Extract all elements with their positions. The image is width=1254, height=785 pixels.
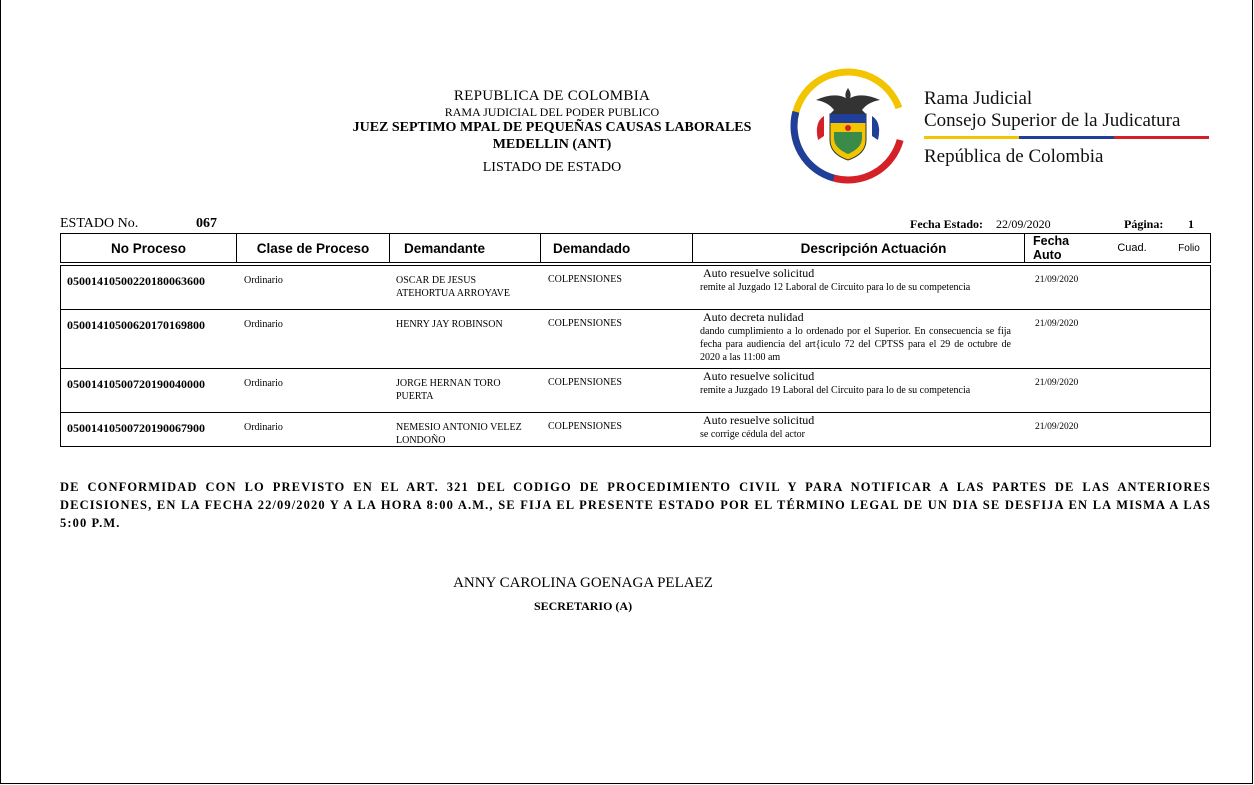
col-fecha-auto [1025, 234, 1085, 262]
row-demandante [396, 274, 510, 300]
fecha-estado-label: Fecha Estado: [910, 217, 983, 231]
table-row [60, 368, 1211, 413]
row-demandante-line2: PUERTA [396, 391, 434, 402]
col-folio: Folio [1178, 242, 1200, 254]
row-clase: Ordinario [244, 275, 283, 286]
row-clase: Ordinario [244, 422, 283, 433]
row-clase: Ordinario [244, 378, 283, 389]
row-demandante-line1: NEMESIO ANTONIO VELEZ [396, 422, 522, 433]
estado-number: 067 [196, 216, 217, 231]
row-demandante [396, 421, 522, 447]
table-row [60, 412, 1211, 447]
col-demandante: Demandante [390, 234, 541, 262]
row-demandante [396, 318, 503, 331]
col-cuad: Cuad. [1117, 242, 1147, 254]
col-fecha-auto-line2: Auto [1033, 248, 1062, 262]
header-doc-title: LISTADO DE ESTADO [482, 160, 622, 175]
row-desc-title: Auto resuelve solicitud [703, 413, 815, 427]
brand-rama-judicial: Rama Judicial [924, 88, 1033, 109]
row-desc-body: dando cumplimiento a lo ordenado por el Superior. En consecuencia se fija fecha para audiencia del art{iculo 72 del CPTSS para el 29 de octubre de 2020 a las 11:00 am [700, 326, 1011, 363]
row-descripcion [700, 310, 1011, 364]
row-desc-title: Auto decreta nulidad [703, 310, 804, 324]
col-descripcion: Descripción Actuación [693, 234, 1025, 262]
row-desc-title: Auto resuelve solicitud [703, 266, 815, 280]
signature-title: SECRETARIO (A) [533, 599, 633, 613]
coat-of-arms-icon [788, 66, 908, 186]
col-clase: Clase de Proceso [237, 234, 390, 262]
estado-label: ESTADO No. [60, 216, 139, 231]
row-demandado: COLPENSIONES [548, 274, 622, 285]
row-demandante-line2: LONDOÑO [396, 435, 446, 446]
row-desc-body: remite al Juzgado 12 Laboral de Circuito para lo de su competencia [700, 282, 971, 293]
row-descripcion [700, 266, 1011, 294]
row-demandante-line1: OSCAR DE JESUS [396, 275, 477, 286]
legal-notice: DE CONFORMIDAD CON LO PREVISTO EN EL ART. 321 DEL CODIGO DE PROCEDIMIENTO CIVIL Y PARA NOTIFICAR A LAS PARTES DE LAS ANTERIORES DECISIONES, EN LA FECHA 22/09/2020 Y A LA HORA 8:00 A.M., SE FIJA EL PRESENTE ESTADO POR EL TÉRMINO LEGAL DE UN DIA SE DESFIJA EN LA MISMA A LAS 5:00 P.M. [60, 480, 1211, 530]
row-desc-title: Auto resuelve solicitud [703, 369, 815, 383]
fecha-estado-value: 22/09/2020 [996, 217, 1051, 231]
row-demandado: COLPENSIONES [548, 421, 622, 432]
col-demandado: Demandado [541, 234, 693, 262]
row-descripcion [700, 413, 1011, 441]
row-demandado: COLPENSIONES [548, 318, 622, 329]
row-demandado: COLPENSIONES [548, 377, 622, 388]
brand-republica: República de Colombia [924, 146, 1104, 167]
header-court: JUEZ SEPTIMO MPAL DE PEQUEÑAS CAUSAS LABORALES [352, 120, 752, 135]
row-proceso: 05001410500620170169800 [67, 318, 205, 332]
brand-consejo: Consejo Superior de la Judicatura [924, 110, 1181, 131]
row-demandante-line2: ATEHORTUA ARROYAVE [396, 288, 510, 299]
row-fecha: 21/09/2020 [1035, 422, 1079, 432]
table-row [60, 265, 1211, 310]
table-header [60, 233, 1211, 263]
row-fecha: 21/09/2020 [1035, 275, 1079, 285]
row-descripcion [700, 369, 1011, 397]
row-fecha: 21/09/2020 [1035, 378, 1079, 388]
row-demandante-line1: HENRY JAY ROBINSON [396, 319, 503, 330]
signature-name: ANNY CAROLINA GOENAGA PELAEZ [453, 575, 713, 591]
brand-tricolor-line [924, 136, 1209, 139]
col-fecha-auto-line1: Fecha [1033, 234, 1070, 248]
col-proceso: No Proceso [61, 234, 237, 262]
row-demandante-line1: JORGE HERNAN TORO [396, 378, 501, 389]
row-desc-body: se corrige cédula del actor [700, 429, 805, 440]
table-row [60, 309, 1211, 369]
pagina-value: 1 [1188, 217, 1194, 231]
row-proceso: 05001410500720190040000 [67, 377, 205, 391]
row-proceso: 05001410500720190067900 [67, 421, 205, 435]
header-country: REPUBLICA DE COLOMBIA [453, 88, 651, 104]
header-branch: RAMA JUDICIAL DEL PODER PUBLICO [444, 105, 660, 119]
row-demandante [396, 377, 501, 403]
row-proceso: 05001410500220180063600 [67, 274, 205, 288]
header-city: MEDELLIN (ANT) [492, 137, 612, 152]
row-fecha: 21/09/2020 [1035, 319, 1079, 329]
row-clase: Ordinario [244, 319, 283, 330]
row-desc-body: remite a Juzgado 19 Laboral del Circuito para lo de su competencia [700, 385, 971, 396]
pagina-label: Página: [1124, 217, 1164, 231]
